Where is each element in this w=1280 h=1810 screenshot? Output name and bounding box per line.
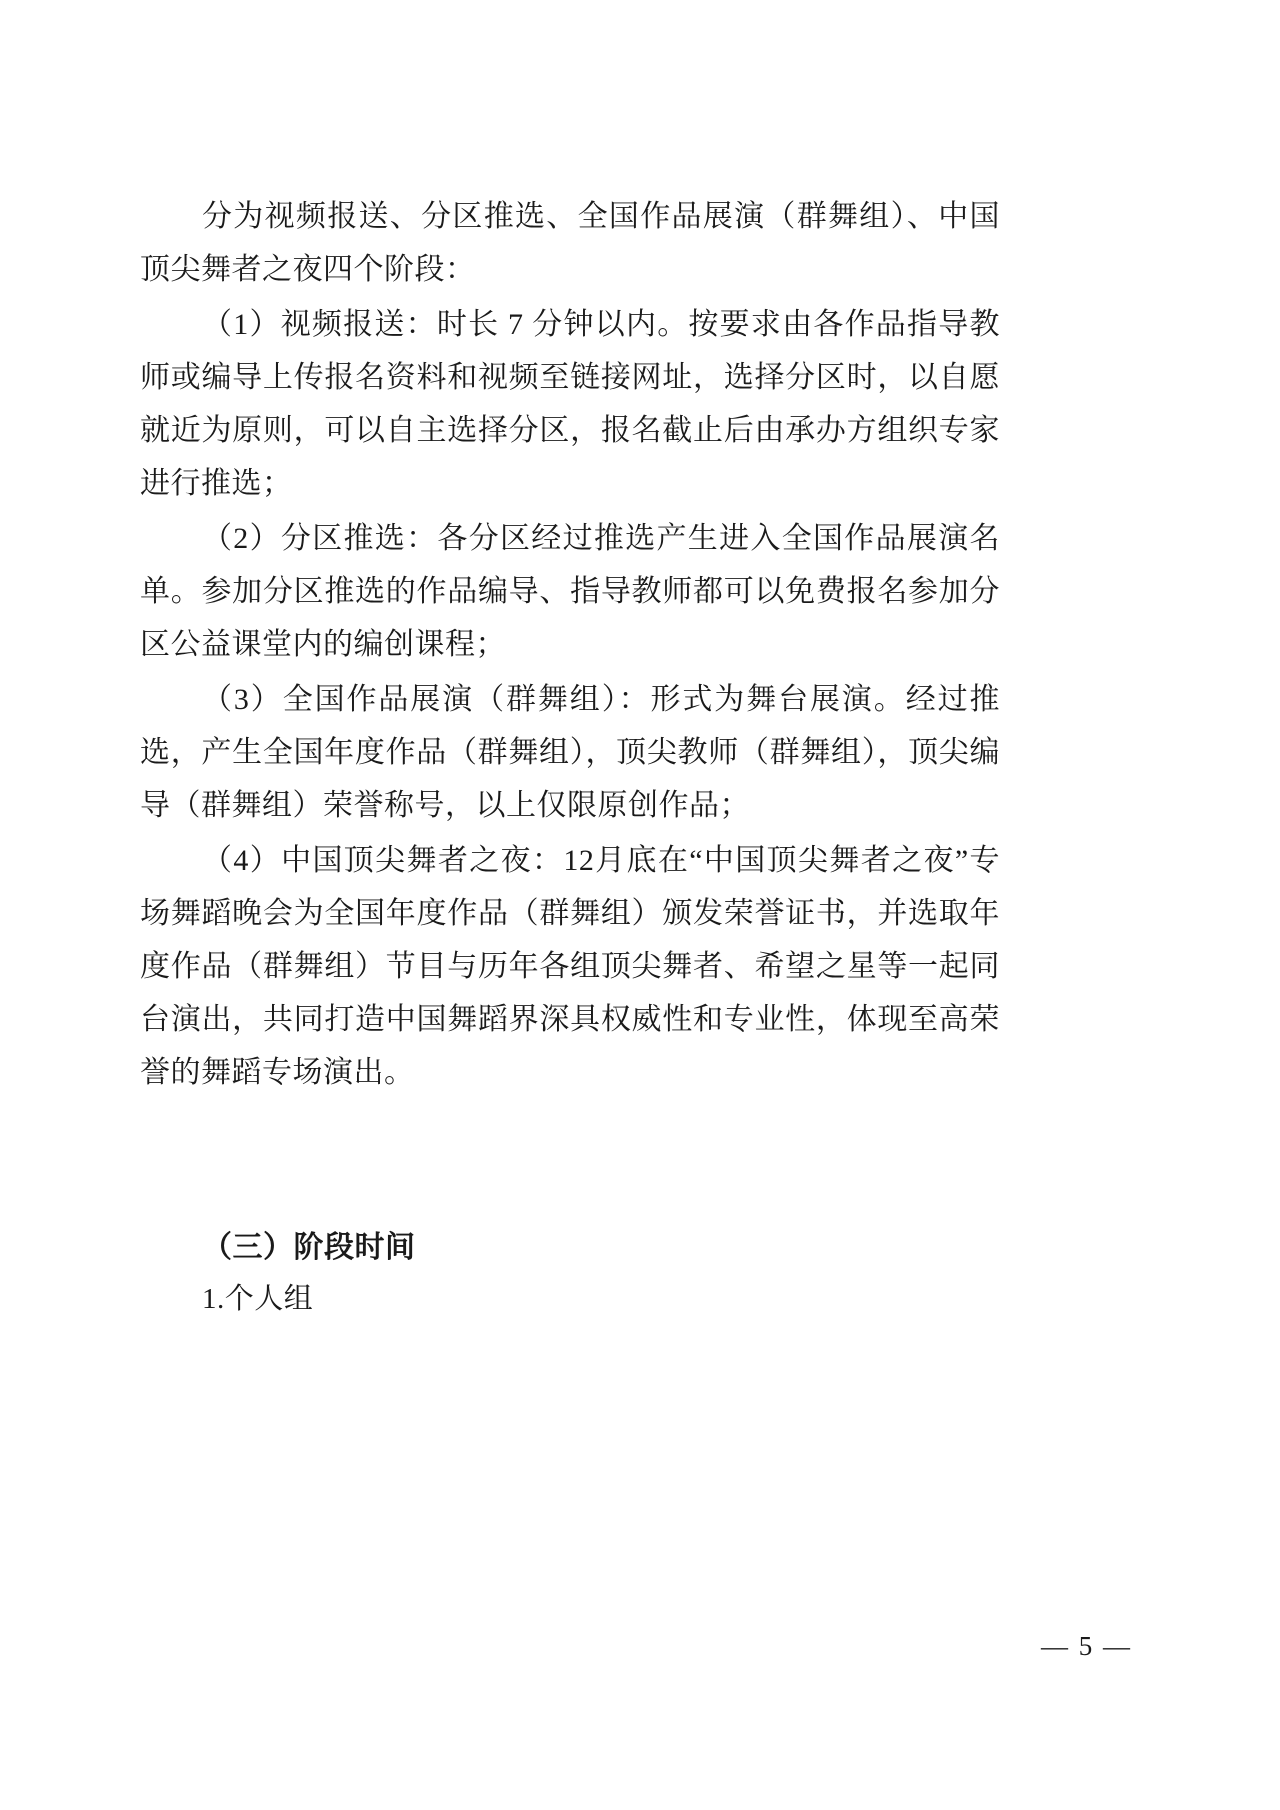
paragraph-intro: 分为视频报送、分区推选、全国作品展演（群舞组）、中国顶尖舞者之夜四个阶段： xyxy=(140,200,1000,286)
section-subheading: 1.个人组 xyxy=(202,1283,314,1315)
document-body xyxy=(140,190,1000,1324)
paragraph-stage-2: （2）分区推选：各分区经过推选产生进入全国作品展演名单。参加分区推选的作品编导、指导教师都可以免费报名参加分区公益课堂内的编创课程； xyxy=(140,522,1000,661)
paragraph-stage-4: （4）中国顶尖舞者之夜：12月底在“中国顶尖舞者之夜”专场舞蹈晚会为全国年度作品（群舞组）颁发荣誉证书，并选取年度作品（群舞组）节目与历年各组顶尖舞者、希望之星等一起同台演出，共同打造中国舞蹈界深具权威性和专业性，体现至高荣誉的舞蹈专场演出。 xyxy=(140,844,1000,1089)
paragraph-stage-3: （3）全国作品展演（群舞组）：形式为舞台展演。经过推选，产生全国年度作品（群舞组），顶尖教师（群舞组），顶尖编导（群舞组）荣誉称号，以上仅限原创作品； xyxy=(140,683,1000,822)
section-heading: （三）阶段时间 xyxy=(202,1231,416,1264)
page-number: — 5 — xyxy=(1041,1631,1132,1661)
section-spacer xyxy=(140,1101,1000,1221)
paragraph-stage-1: （1）视频报送：时长 7 分钟以内。按要求由各作品指导教师或编导上传报名资料和视频至链接网址，选择分区时，以自愿就近为原则，可以自主选择分区，报名截止后由承办方组织专家进行推选； xyxy=(140,308,1000,500)
